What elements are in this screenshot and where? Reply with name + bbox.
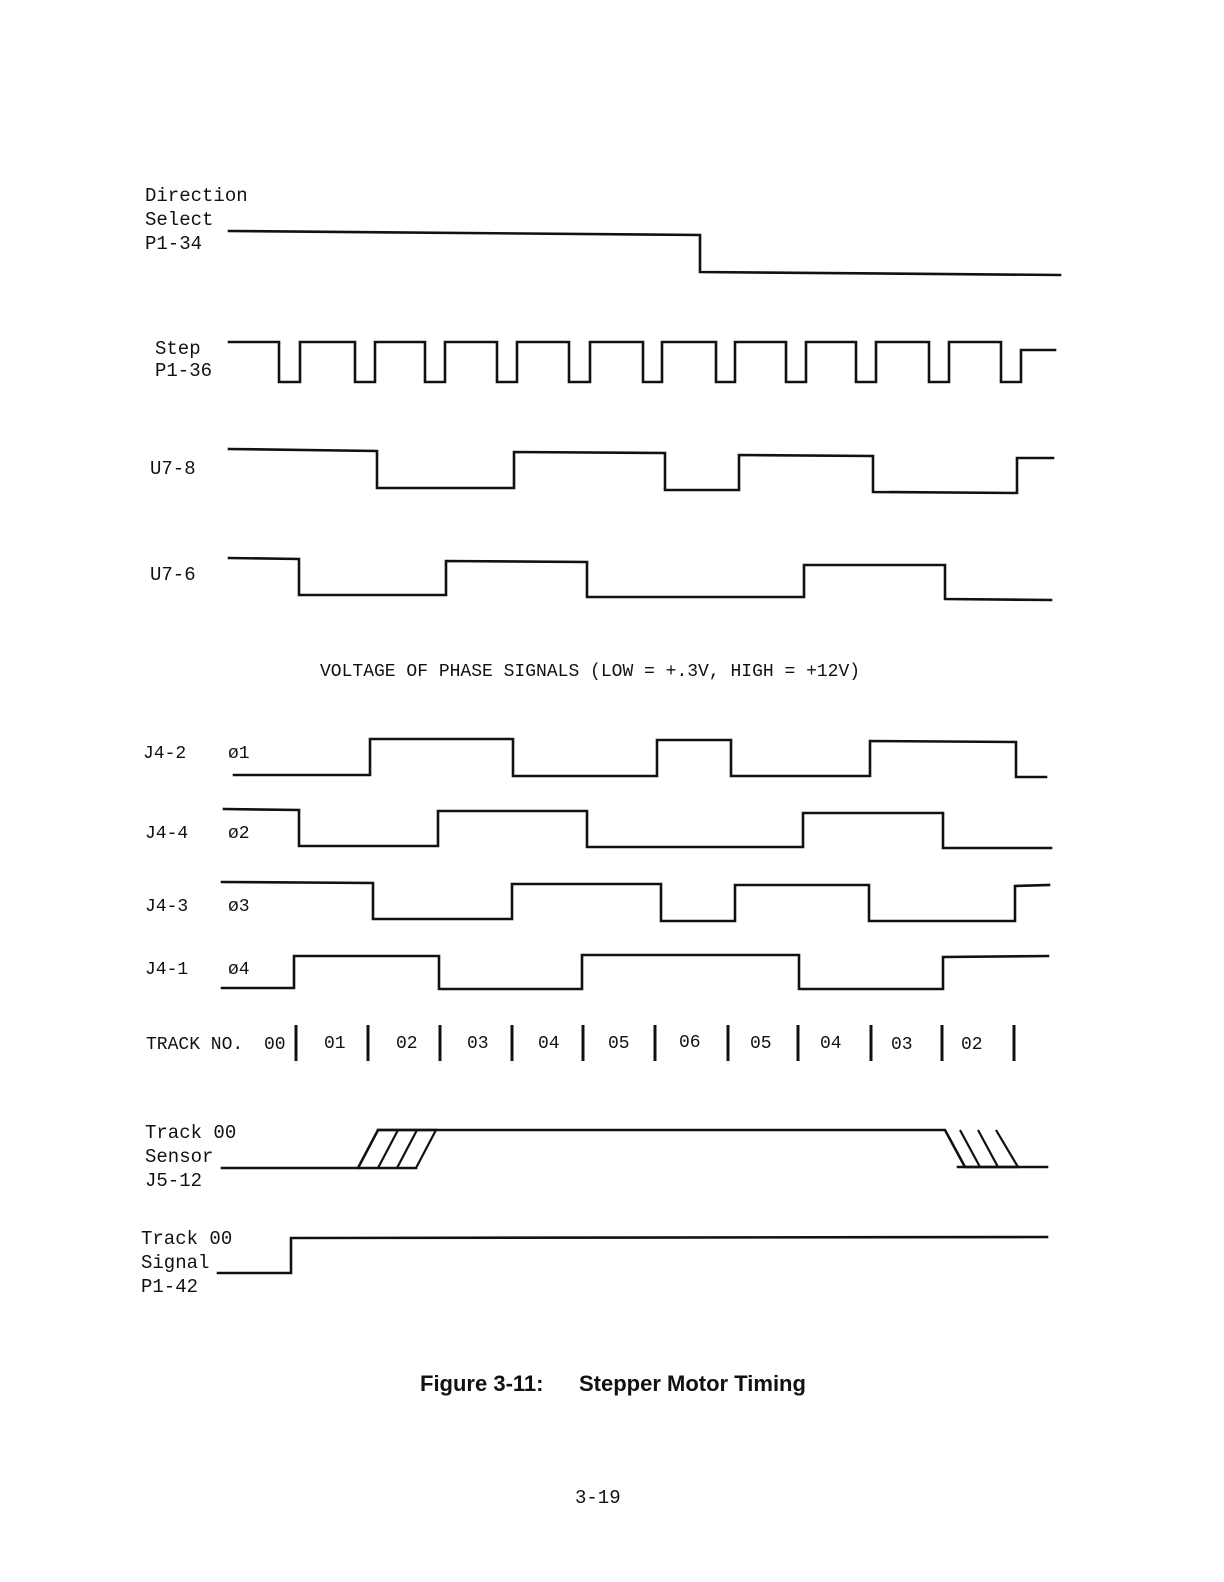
phase-1-waveform bbox=[234, 739, 1046, 777]
track00-sensor-label-3: J5-12 bbox=[145, 1170, 203, 1192]
page-number: 3-19 bbox=[575, 1487, 621, 1509]
phase-2-pin: J4-4 bbox=[145, 824, 189, 844]
direction-select-label-2: Select bbox=[145, 209, 214, 231]
phase-2-waveform bbox=[224, 809, 1051, 848]
phase-3-pin: J4-3 bbox=[145, 897, 189, 917]
track00-sensor-line bbox=[222, 1130, 1047, 1168]
track-number: 02 bbox=[396, 1034, 418, 1054]
track00-signal-label-2: Signal bbox=[141, 1252, 210, 1274]
track00-sensor-waveform bbox=[222, 1130, 1047, 1168]
track00-signal-label-3: P1-42 bbox=[141, 1276, 199, 1298]
track-number: 05 bbox=[750, 1034, 772, 1054]
track-number: 01 bbox=[324, 1034, 346, 1054]
direction-select-waveform bbox=[229, 231, 1060, 275]
track-number: 04 bbox=[820, 1034, 842, 1054]
track00-signal-label-1: Track 00 bbox=[141, 1228, 233, 1250]
step-label-2: P1-36 bbox=[155, 360, 213, 382]
phase-4-pin: J4-1 bbox=[145, 960, 189, 980]
voltage-note: VOLTAGE OF PHASE SIGNALS (LOW = +.3V, HIGH = +12V) bbox=[320, 662, 861, 682]
track-number-row bbox=[264, 1033, 983, 1055]
track-number: 00 bbox=[264, 1035, 286, 1055]
track00-sensor-hatch bbox=[996, 1130, 1018, 1167]
u7-8-waveform bbox=[229, 449, 1053, 493]
track-number: 06 bbox=[679, 1033, 701, 1053]
step-label-1: Step bbox=[155, 338, 201, 360]
track00-sensor-hatch bbox=[978, 1130, 998, 1167]
track00-sensor-label-2: Sensor bbox=[145, 1146, 214, 1168]
figure-number: Figure 3-11: bbox=[420, 1371, 544, 1396]
track00-sensor-hatch bbox=[416, 1130, 436, 1168]
track00-signal-waveform bbox=[218, 1237, 1047, 1273]
u7-8-label: U7-8 bbox=[150, 458, 196, 480]
track-number: 03 bbox=[891, 1035, 913, 1055]
figure-title: Stepper Motor Timing bbox=[579, 1371, 806, 1396]
track-number: 02 bbox=[961, 1035, 983, 1055]
u7-6-label: U7-6 bbox=[150, 564, 196, 586]
track-number: 04 bbox=[538, 1034, 560, 1054]
phase-3-name: ø3 bbox=[228, 897, 250, 917]
track-number: 05 bbox=[608, 1034, 630, 1054]
step-waveform bbox=[229, 342, 1055, 382]
track00-sensor-label-1: Track 00 bbox=[145, 1122, 237, 1144]
direction-select-label-3: P1-34 bbox=[145, 233, 203, 255]
track00-sensor-hatch bbox=[397, 1130, 417, 1168]
phase-1-name: ø1 bbox=[228, 744, 250, 764]
track-no-label: TRACK NO. bbox=[146, 1035, 244, 1055]
phase-4-name: ø4 bbox=[228, 960, 250, 980]
u7-6-waveform bbox=[229, 558, 1051, 600]
track00-sensor-hatch bbox=[378, 1130, 398, 1168]
phase-3-waveform bbox=[222, 882, 1049, 921]
phase-1-pin: J4-2 bbox=[143, 744, 187, 764]
direction-select-label-1: Direction bbox=[145, 185, 248, 207]
track-number: 03 bbox=[467, 1034, 489, 1054]
phase-4-waveform bbox=[222, 955, 1048, 989]
phase-2-name: ø2 bbox=[228, 824, 250, 844]
